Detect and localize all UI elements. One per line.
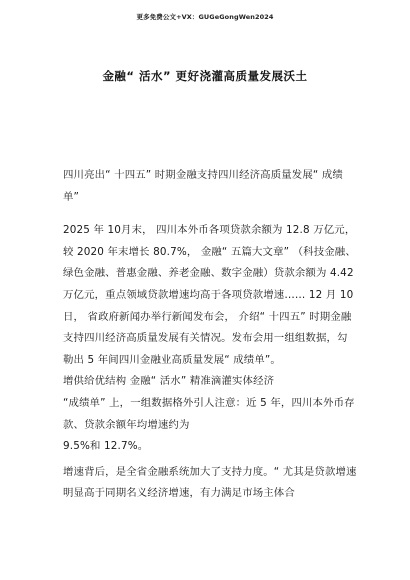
subheading: 四川亮出“ 十四五” 时期金融支持四川经济高质量发展“ 成绩单” [63,169,343,203]
article-body [63,165,357,505]
paragraph: 2025 年 10月末， 四川本外币各项贷款余额为 12.8 万亿元， 较 2020 年末增长 80.7%， 金融“ 五篇大文章” （科技金融、绿色金融、普惠金融、养老金融、数字金融）贷款余额为 4.42 万亿元，重点领域贷款增速均高于各项贷款增速…… 12 月 10 日， 省政府新闻办举行新闻发布会， 介绍“ 十四五” 时期金融支持四川经济高质量发展有关情况。发布会用一组组数据，勾勒出 5 年间四川金融业高质量发展“ 成绩单”。 [63,224,356,366]
section-heading: 增供给优结构 金融“ 活水” 精准滴灌实体经济 [63,375,275,388]
paragraph: “成绩单” 上，一组数据格外引人注意：近 5 年，四川本外币存款、贷款余额年均增速约为 [63,396,355,431]
page-header: 更多免费公文+VX：GUGeGongWen2024 [136,13,274,21]
paragraph: 9.5%和 12.7%。 [63,440,149,453]
paragraph: 增速背后，是全省金融系统加大了支持力度。“ 尤其是贷款增速明显高于同期名义经济增速，有力满足市场主体合 [63,465,357,500]
article-title: 金融“ 活水” 更好浇灌高质量发展沃土 [102,69,308,83]
